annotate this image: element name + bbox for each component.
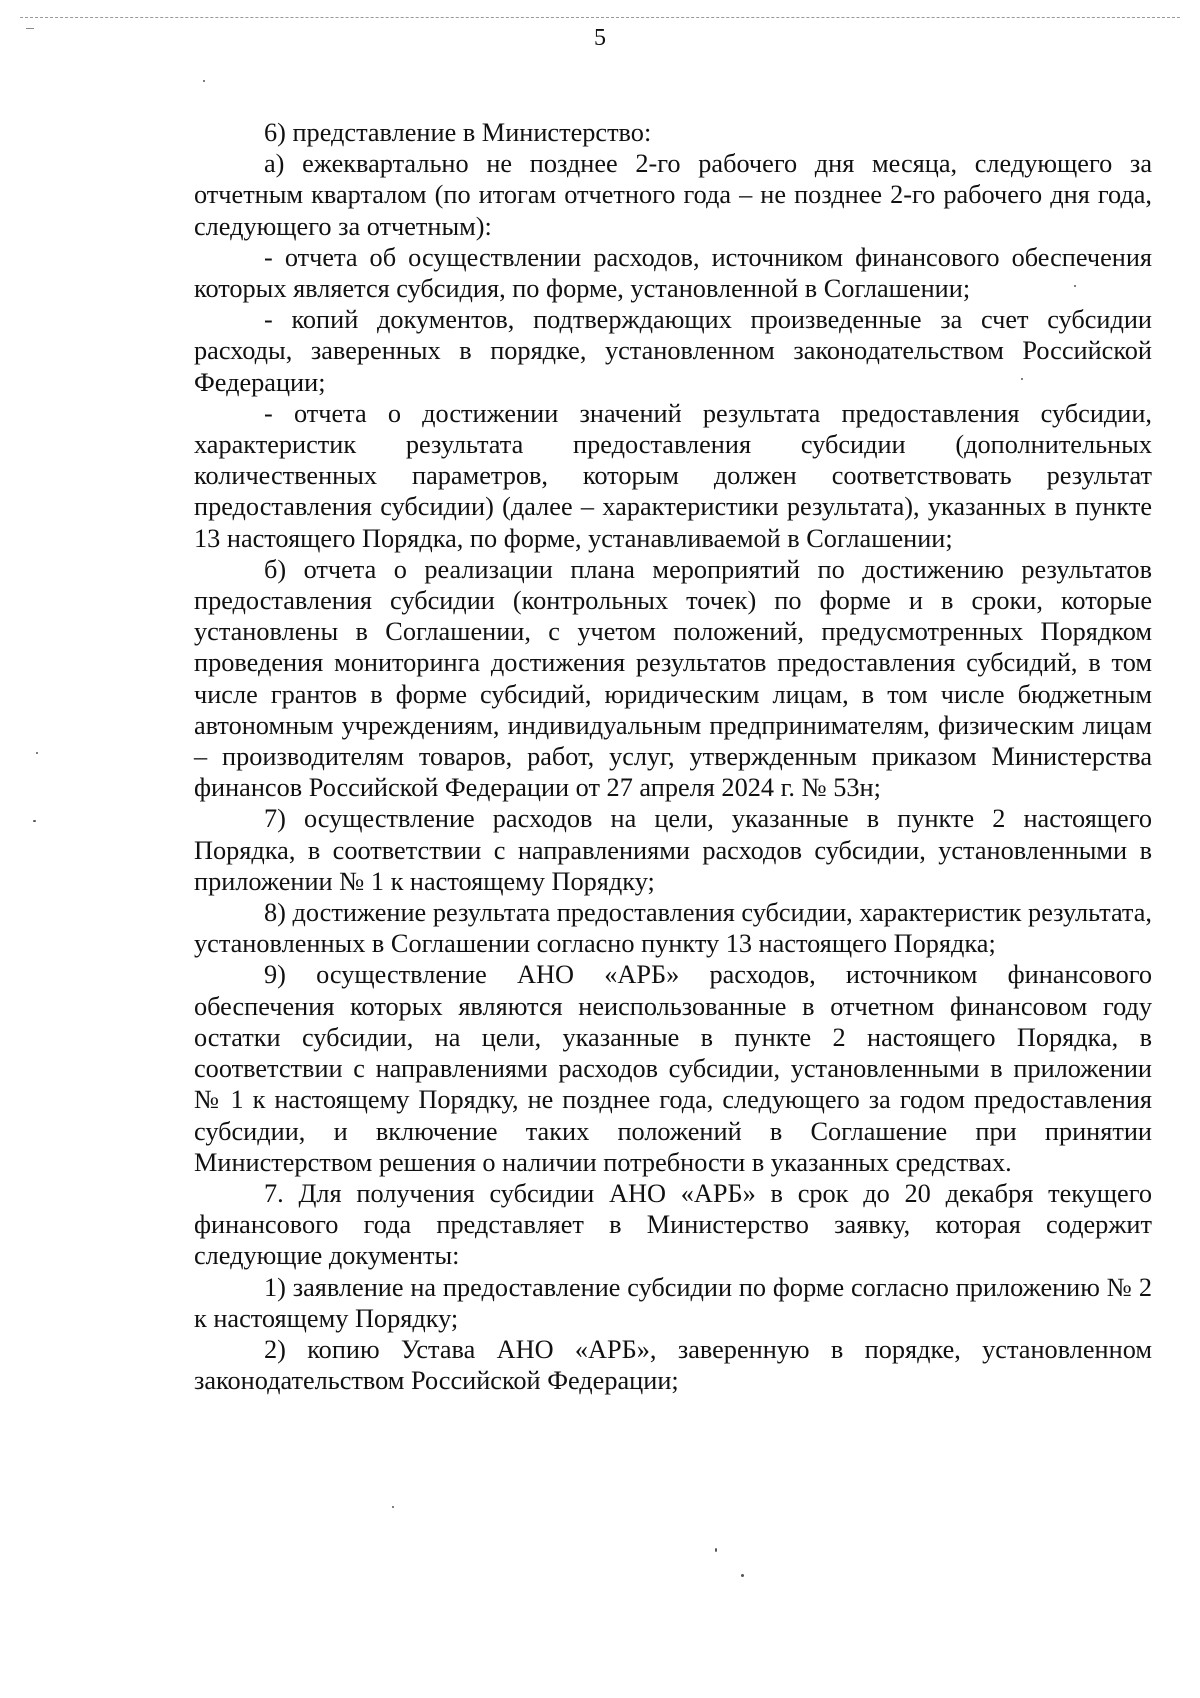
paragraph-subitem-a: а) ежеквартально не позднее 2-го рабочего дня месяца, следующего за отчетным кварталом (по итогам отчетного года – не позднее 2-го рабочего дня года, следующего за отчетным): (194, 149, 1152, 241)
paragraph-item-7: 7) осуществление расходов на цели, указанные в пункте 2 настоящего Порядка, в соответствии с направлениями расходов субсидии, установленными в приложении № 1 к настоящему Порядку; (194, 804, 1152, 896)
page-number: 5 (594, 25, 606, 51)
paragraph-subitem-b: б) отчета о реализации плана мероприятий по достижению результатов предоставления субсидии (контрольных точек) по форме и в сроки, которые установлены в Соглашении, с учетом положений, предусмотренных Порядком проведения мониторинга достижения результатов предоставления субсидий, в том числе грантов в форме субсидий, юридическим лицам, в том числе бюджетным автономным учреждениям, индивидуальным предпринимателям, физическим лицам – производителям товаров, работ, услуг, утвержденным приказом Министерства финансов Российской Федерации от 27 апреля 2024 г. № 53н; (194, 554, 1152, 803)
paragraph-section-7: 7. Для получения субсидии АНО «АРБ» в срок до 20 декабря текущего финансового года представляет в Министерство заявку, которая содержит следующие документы: (194, 1178, 1152, 1271)
paragraph-dash-report-expenses: - отчета об осуществлении расходов, источником финансового обеспечения которых является субсидия, по форме, установленной в Соглашении; (194, 242, 1152, 304)
paragraph-dash-results-report: - отчета о достижении значений результата предоставления субсидии, характеристик результата предоставления субсидии (дополнительных количественных параметров, которым должен соответствовать результат предоставления субсидии) (далее – характеристики результата), указанных в пункте 13 настоящего Порядка, по форме, устанавливаемой в Соглашении; (194, 398, 1152, 553)
document-body (194, 117, 1152, 1396)
scan-border-line (20, 17, 1180, 18)
paragraph-dash-document-copies: - копий документов, подтверждающих произведенные за счет субсидии расходы, заверенных в порядке, установленном законодательством Российской Федерации; (194, 305, 1152, 397)
scan-speck (392, 1506, 394, 1508)
paragraph-item-8: 8) достижение результата предоставления субсидии, характеристик результата, установленных в Соглашении согласно пункту 13 настоящего Порядка; (194, 898, 1152, 959)
scan-speck (33, 820, 36, 822)
scan-speck (1021, 378, 1023, 380)
scan-speck (741, 1574, 744, 1577)
paragraph-doc-2: 2) копию Устава АНО «АРБ», заверенную в порядке, установленном законодательством Российской Федерации; (194, 1334, 1152, 1396)
scan-speck (715, 1548, 717, 1552)
paragraph-item-9: 9) осуществление АНО «АРБ» расходов, источником финансового обеспечения которых являются неиспользованные в отчетном финансовом году остатки субсидии, на цели, указанные в пункте 2 настоящего Порядка, в соответствии с направлениями расходов субсидии, установленными в приложении № 1 к настоящему Порядку, не позднее года, следующего за годом предоставления субсидии, и включение таких положений в Соглашение при принятии Министерством решения о наличии потребности в указанных средствах. (194, 960, 1152, 1177)
scan-speck (1074, 285, 1076, 287)
paragraph-item-6: 6) представление в Министерство: (264, 118, 652, 147)
scan-speck (36, 752, 38, 754)
paragraph-doc-1: 1) заявление на предоставление субсидии по форме согласно приложению № 2 к настоящему Порядку; (194, 1272, 1152, 1333)
scan-speck (203, 80, 205, 82)
